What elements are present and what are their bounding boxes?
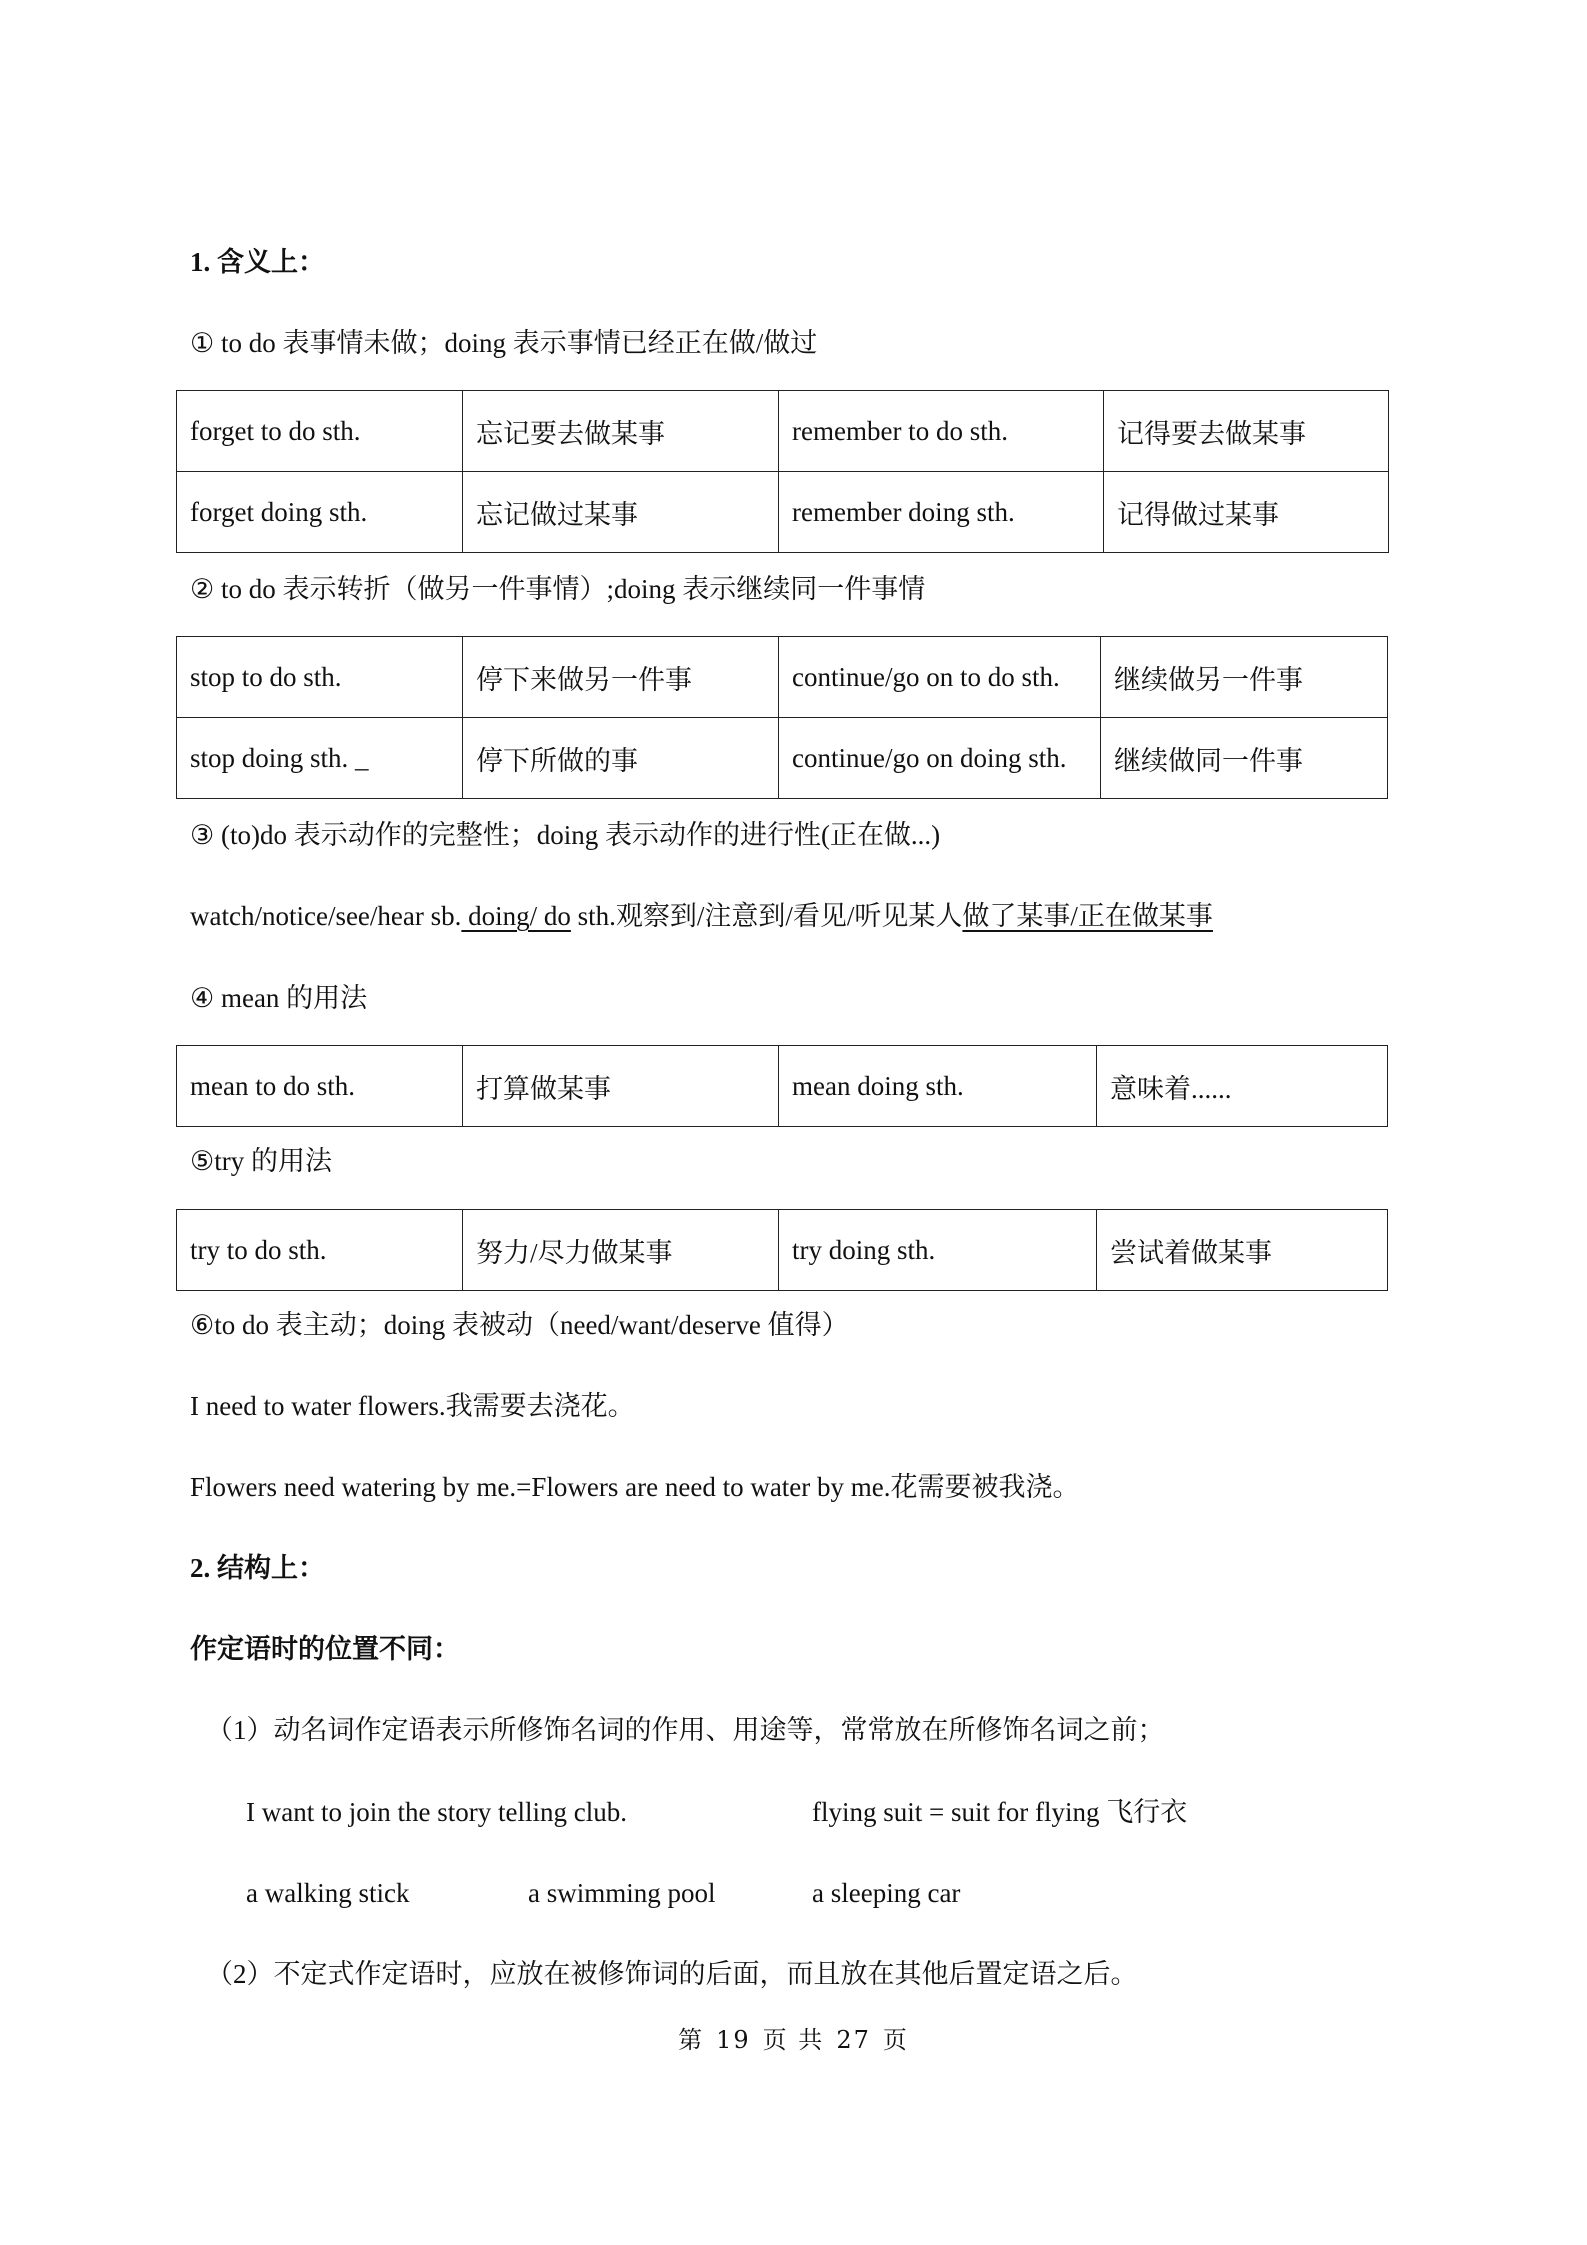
paragraph-4 [190, 898, 1213, 934]
table-cell: 尝试着做某事 [1097, 1210, 1388, 1291]
example-2a: a walking stick [246, 1878, 410, 1908]
paragraph-6: ⑤try 的用法 [190, 1146, 332, 1176]
example-2b: a swimming pool [528, 1878, 716, 1908]
page-number: 19 [716, 2026, 751, 2054]
paragraph-8: I need to water flowers.我需要去浇花。 [190, 1391, 635, 1421]
table-cell: try to do sth. [177, 1210, 463, 1291]
paragraph-1: ① to do 表事情未做；doing 表示事情已经正在做/做过 [190, 328, 818, 358]
example-1a: I want to join the story telling club. [246, 1797, 627, 1827]
table-cell: stop to do sth. [177, 637, 463, 718]
table-cell: 意味着...... [1097, 1046, 1388, 1127]
paragraph-5: ④ mean 的用法 [190, 983, 368, 1013]
section2-subheading: 作定语时的位置不同： [190, 1634, 460, 1664]
footer-text: 页 [882, 2026, 909, 2054]
section2-heading: 2. 结构上： [190, 1553, 325, 1583]
footer-text: 第 [678, 2026, 705, 2054]
footer-text: 页 共 [762, 2026, 825, 2054]
table-cell: forget to do sth. [177, 391, 463, 472]
table-cell: 记得做过某事 [1104, 472, 1389, 553]
section1-heading: 1. 含义上： [190, 247, 325, 277]
table-cell: continue/go on to do sth. [779, 637, 1101, 718]
underlined-text: doing/ do [461, 901, 571, 931]
table-cell: remember to do sth. [779, 391, 1104, 472]
table-mean [176, 1045, 1388, 1127]
table-cell: remember doing sth. [779, 472, 1104, 553]
table-cell: stop doing sth. _ [177, 718, 463, 799]
table-cell: forget doing sth. [177, 472, 463, 553]
total-pages: 27 [836, 2026, 871, 2054]
page-footer [0, 2020, 1587, 2055]
underlined-text: 做了某事/正在做某事 [962, 901, 1213, 931]
table-stop-continue [176, 636, 1388, 799]
table-cell: 停下来做另一件事 [463, 637, 779, 718]
table-row [177, 1046, 1388, 1127]
table-cell: 停下所做的事 [463, 718, 779, 799]
paragraph-2: ② to do 表示转折（做另一件事情）;doing 表示继续同一件事情 [190, 574, 926, 604]
table-cell: continue/go on doing sth. [779, 718, 1101, 799]
table-row [177, 718, 1388, 799]
table-cell: 打算做某事 [463, 1046, 779, 1127]
table-cell: 努力/尽力做某事 [463, 1210, 779, 1291]
paragraph-9: Flowers need watering by me.=Flowers are need to water by me.花需要被我浇。 [190, 1472, 1080, 1502]
table-cell: 记得要去做某事 [1104, 391, 1389, 472]
table-cell: 忘记做过某事 [463, 472, 779, 553]
table-row [177, 637, 1388, 718]
table-row [177, 391, 1389, 472]
table-cell: mean to do sth. [177, 1046, 463, 1127]
text-run: watch/notice/see/hear sb. [190, 901, 462, 931]
table-cell: 继续做同一件事 [1101, 718, 1388, 799]
table-cell: 忘记要去做某事 [463, 391, 779, 472]
item-1: （1）动名词作定语表示所修饰名词的作用、用途等，常常放在所修饰名词之前； [206, 1715, 1165, 1745]
table-row [177, 1210, 1388, 1291]
example-2c: a sleeping car [812, 1878, 961, 1908]
table-cell: mean doing sth. [779, 1046, 1097, 1127]
table-try [176, 1209, 1388, 1291]
text-run: sth.观察到/注意到/看见/听见某人 [570, 901, 963, 931]
paragraph-3: ③ (to)do 表示动作的完整性；doing 表示动作的进行性(正在做...) [190, 820, 941, 850]
table-row [177, 472, 1389, 553]
paragraph-7: ⑥to do 表主动；doing 表被动（need/want/deserve 值得） [190, 1310, 849, 1340]
example-1b: flying suit = suit for flying 飞行衣 [812, 1797, 1188, 1827]
table-forget-remember [176, 390, 1389, 553]
table-cell: try doing sth. [779, 1210, 1097, 1291]
table-cell: 继续做另一件事 [1101, 637, 1388, 718]
item-2: （2）不定式作定语时，应放在被修饰词的后面，而且放在其他后置定语之后。 [206, 1959, 1138, 1989]
